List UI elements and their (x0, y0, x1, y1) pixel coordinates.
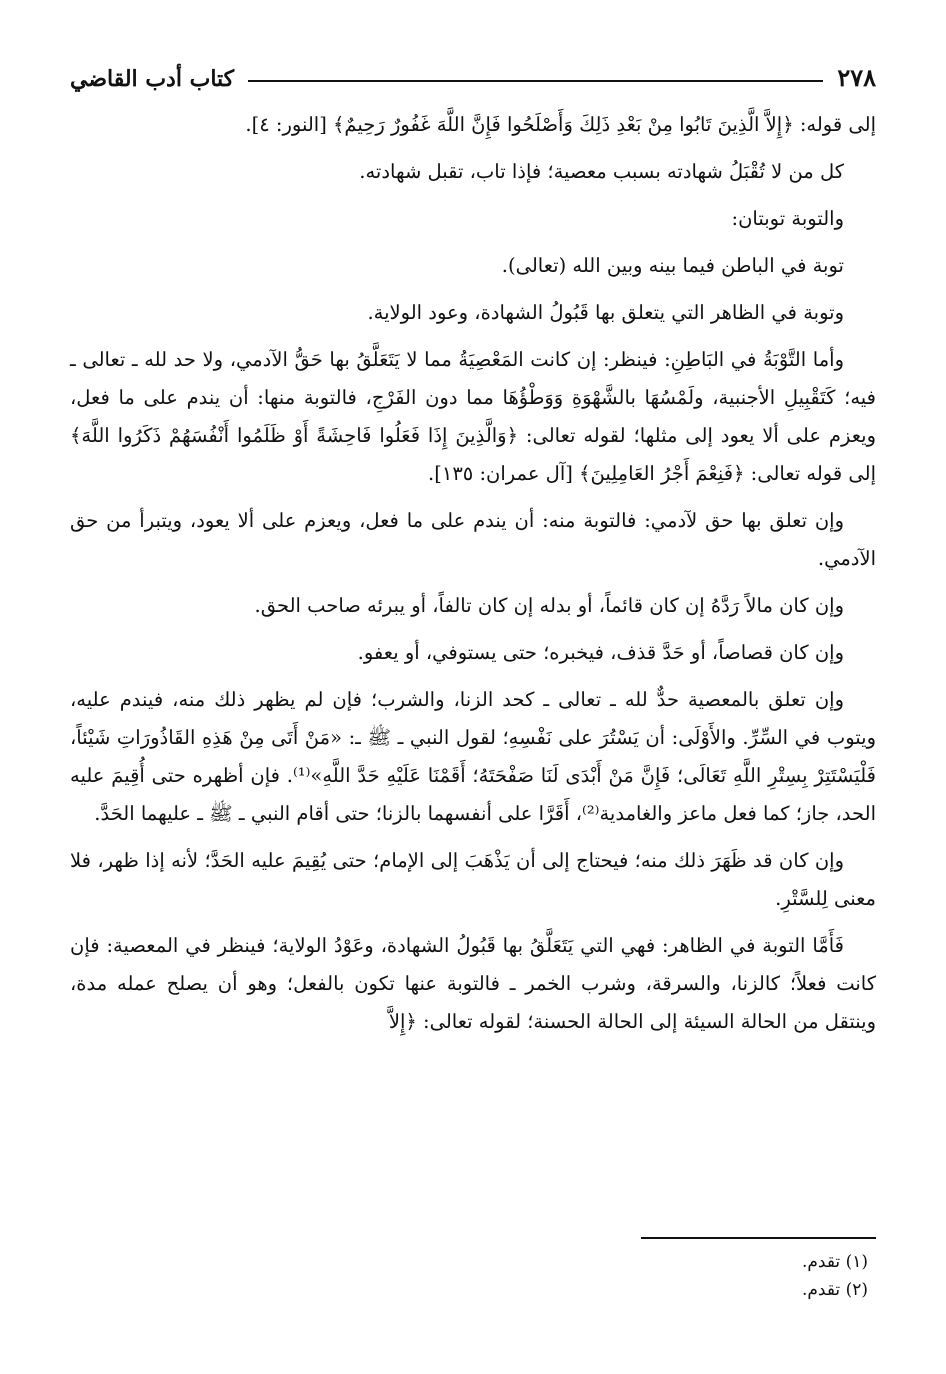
header-rule (248, 80, 823, 82)
book-page (70, 52, 876, 1300)
paragraph-testimony-rule: كل من لا تُقْبَلُ شهادته بسبب معصية؛ فإذا تاب، تقبل شهادته. (359, 160, 844, 183)
paragraph-two-repentances: والتوبة توبتان: (731, 207, 844, 230)
body-text (70, 106, 876, 1041)
paragraph-outer-repentance: وتوبة في الظاهر التي يتعلق بها قَبُولُ الشهادة، وعود الولاية. (367, 301, 844, 324)
paragraph-inner-repentance-detail: وأما التَّوْبَةُ في البَاطِنِ: فينظر: إن كانت المَعْصِيَةُ مما لا يَتَعَلَّقُ بها حَقُّ الآدمي، ولا حد لله ـ تعالى ـ فيه؛ كَتَقْبِيلِ الأجنبية، ولَمْسُهَا بالشَّهْوَةِ وَوَطْؤُهَا مما دون الفَرْجِ، فالتوبة منها: أن يندم على ما فعل، ويعزم على ألا يعود إلى مثلها؛ لقوله تعالى: ﴿وَالَّذِينَ إِذَا فَعَلُوا فَاحِشَةً أَوْ ظَلَمُوا أَنْفُسَهُمْ ذَكَرُوا اللَّهَ﴾ إلى قوله تعالى: ﴿فَنِعْمَ أَجْرُ العَامِلِينَ﴾ [آل عمران: ١٣٥]. (70, 348, 876, 485)
book-title: كتاب أدب القاضي (70, 66, 235, 92)
footnote-1: (١) تقدم. (801, 1252, 868, 1272)
paragraph-property: وإن كان مالاً رَدَّهُ إن كان قائماً، أو بدله إن كان تالفاً، أو يبرئه صاحب الحق. (254, 594, 844, 617)
footnotes (802, 1248, 868, 1304)
footnote-2: (٢) تقدم. (801, 1280, 868, 1300)
paragraph-outer-repentance-detail: فَأَمَّا التوبة في الظاهر: فهي التي يَتَعَلَّقُ بها قَبُولُ الشهادة، وعَوْدُ الولاية؛ فينظر في المعصية: فإن كانت فعلاً؛ كالزنا، والسرقة، وشرب الخمر ـ فالتوبة عنها تكون بالفعل؛ وهو أن يصلح عمله مدة، وينتقل من الحالة السيئة إلى الحالة الحسنة؛ لقوله تعالى: ﴿إِلاَّ (70, 934, 876, 1033)
paragraph-hadd-of-allah: وإن تعلق بالمعصية حدٌّ لله ـ تعالى ـ كحد الزنا، والشرب؛ فإن لم يظهر ذلك منه، فيندم عليه، ويتوب في السِّرِّ. والأَوْلَى: أن يَسْتُرَ على نَفْسِهِ؛ لقول النبي ـ ﷺ ـ: «مَنْ أَتَى مِنْ هَذِهِ القَاذُورَاتِ شَيْئاً، فَلْيَسْتَتِرْ بِسِتْرِ اللَّهِ تَعَالَى؛ فَإِنَّ مَنْ أَبْدَى لَنَا صَفْحَتَهُ؛ أَقَمْنَا عَلَيْهِ حَدَّ اللَّهِ»⁽¹⁾. فإن أظهره حتى أُقِيمَ عليه الحد، جاز؛ كما فعل ماعز والغامدية⁽²⁾، أَقَرَّا على أنفسهما بالزنا؛ حتى أقام النبي ـ ﷺ ـ عليهما الحَدَّ. (70, 688, 876, 825)
footnote-rule (641, 1237, 876, 1239)
paragraph-human-right: وإن تعلق بها حق لآدمي: فالتوبة منه: أن يندم على ما فعل، ويعزم على ألا يعود، ويتبرأ من حق الآدمي. (70, 509, 876, 570)
paragraph-retaliation: وإن كان قصاصاً، أو حَدَّ قذف، فيخبره؛ حتى يستوفي، أو يعفو. (357, 641, 844, 664)
paragraph-if-apparent: وإن كان قد ظَهَرَ ذلك منه؛ فيحتاج إلى أن يَذْهَبَ إلى الإمام؛ حتى يُقِيمَ عليه الحَدَّ؛ لأنه إذا ظهر، فلا معنى لِلسَّتْرِ. (70, 849, 876, 910)
running-header (70, 52, 876, 92)
paragraph-quran-continuation: إلى قوله: ﴿إِلاَّ الَّذِينَ تَابُوا مِنْ بَعْدِ ذَلِكَ وَأَصْلَحُوا فَإِنَّ اللَّهَ غَفُورٌ رَحِيمٌ﴾ [النور: ٤]. (245, 113, 876, 136)
page-number: ٢٧٨ (837, 63, 876, 92)
paragraph-inner-repentance: توبة في الباطن فيما بينه وبين الله (تعالى). (501, 254, 844, 277)
